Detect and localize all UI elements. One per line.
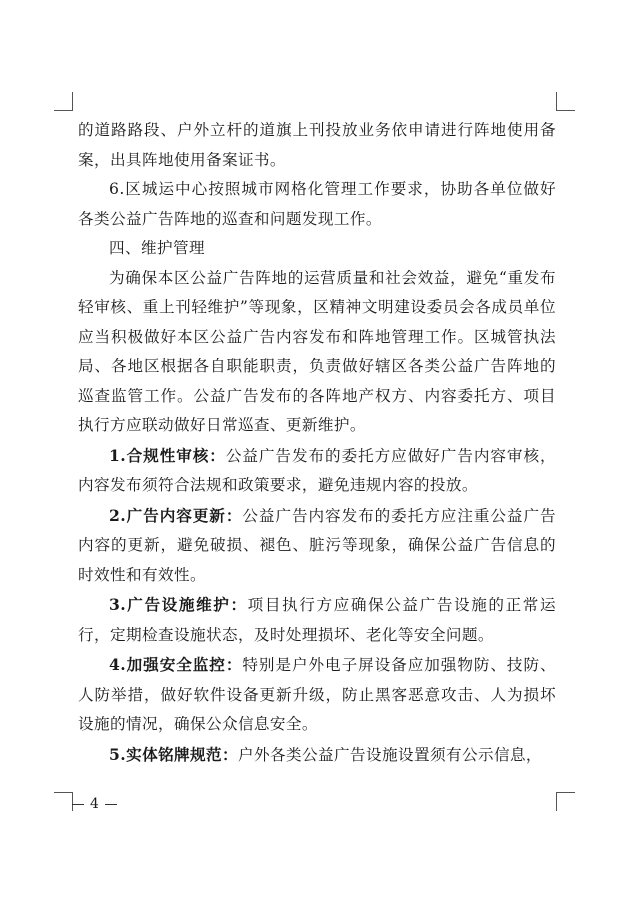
list-item-text: 户外各类公益广告设施设置须有公示信息， [238, 745, 542, 764]
paragraph-continued: 的道路路段、户外立杆的道旗上刊投放业务依申请进行阵地使用备案，出具阵地使用备案证书。 [78, 121, 556, 169]
page-number [72, 796, 117, 812]
dash-right [105, 804, 117, 805]
list-item-2 [78, 501, 556, 591]
list-item-4 [78, 650, 556, 740]
list-item-title: 5.实体铭牌规范： [109, 744, 239, 764]
page-number-value: 4 [90, 796, 99, 812]
crop-mark-bottom-left [54, 792, 73, 811]
crop-mark-bottom-right [556, 792, 575, 811]
list-item-title: 4.加强安全监控： [109, 655, 243, 674]
list-item-5 [78, 740, 556, 771]
list-item-text: 特别是户外电子屏设备应加强物防、技防、人防举措，做好软件设备更新升级，防止黑客恶意攻击、人为损坏设施的情况，确保公众信息安全。 [78, 656, 556, 733]
dash-left [72, 804, 84, 805]
paragraph-intro: 为确保本区公益广告阵地的运营质量和社会效益，避免“重发布轻审核、重上刊轻维护”等现象，区精神文明建设委员会各成员单位应当积极做好本区公益广告内容发布和阵地管理工作。区城管执法局、各地区根据各自职能职责，负责做好辖区各类公益广告阵地的巡查监管工作。公益广告发布的各阵地产权方、内容委托方、项目执行方应联动做好日常巡查、更新维护。 [78, 268, 556, 434]
paragraph-item-6: 6.区城运中心按照城市网格化管理工作要求，协助各单位做好各类公益广告阵地的巡查和问题发现工作。 [78, 180, 556, 228]
list-item-3 [78, 590, 556, 650]
list-item-title: 1.合规性审核： [109, 445, 226, 465]
list-item-text: 公益广告发布的委托方应做好广告内容审核，内容发布须符合法规和政策要求，避免违规内容的投放。 [78, 446, 556, 494]
list-item-text: 项目执行方应确保公益广告设施的正常运行，定期检查设施状态，及时处理损坏、老化等安全问题。 [78, 596, 556, 644]
list-item-1 [78, 441, 556, 501]
list-item-text: 公益广告内容发布的委托方应注重公益广告内容的更新，避免破损、褪色、脏污等现象，确保公益广告信息的时效性和有效性。 [78, 506, 556, 584]
document-body [78, 116, 556, 770]
section-heading: 四、维护管理 [109, 239, 205, 257]
crop-mark-top-left [54, 92, 73, 111]
crop-mark-top-right [556, 92, 575, 111]
list-item-title: 2.广告内容更新： [109, 505, 243, 525]
list-item-title: 3.广告设施维护： [109, 595, 248, 614]
